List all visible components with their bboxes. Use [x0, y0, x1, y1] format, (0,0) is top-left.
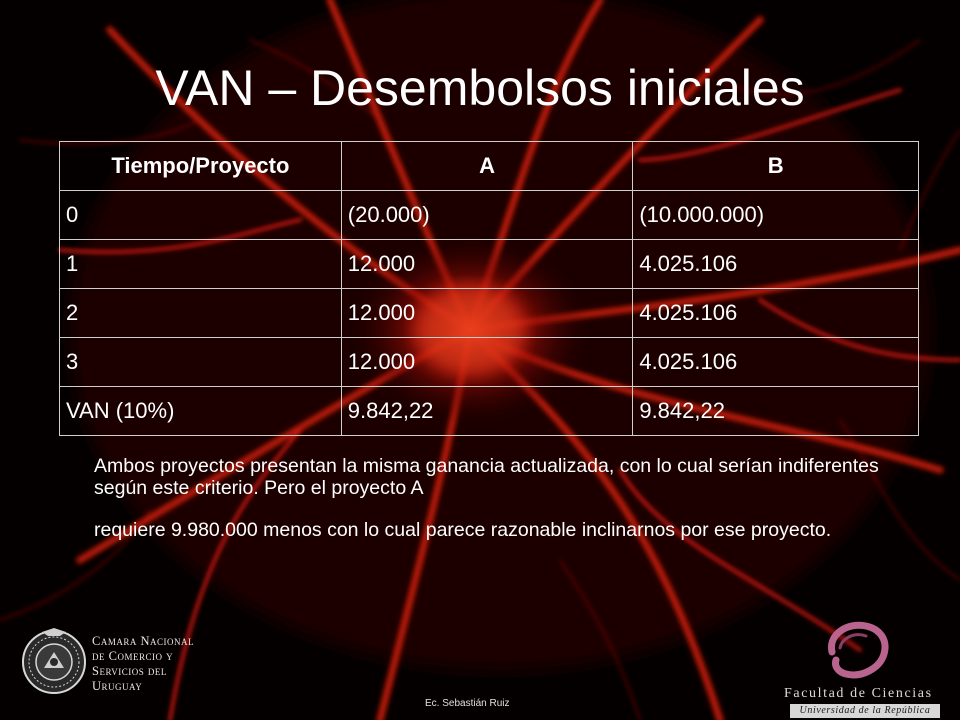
table-row-van [60, 387, 919, 436]
project-b-cell: 4.025.106 [633, 338, 919, 387]
faculty-name: Facultad de Ciencias [784, 686, 933, 701]
table-row [60, 191, 919, 240]
faculty-ring-icon [818, 618, 894, 682]
project-b-cell: 9.842,22 [633, 387, 919, 436]
author-credit: Ec. Sebastián Ruiz [425, 698, 510, 709]
chamber-line: Servicios del [92, 664, 167, 678]
conclusion-note [94, 455, 914, 543]
chamber-emblem-icon [20, 628, 88, 696]
project-a-cell: (20.000) [341, 191, 633, 240]
project-b-cell: (10.000.000) [633, 191, 919, 240]
column-header-project-a: A [341, 142, 633, 191]
period-cell: 3 [60, 338, 342, 387]
project-b-cell: 4.025.106 [633, 240, 919, 289]
table-row [60, 338, 919, 387]
chamber-line: de Comercio y [92, 649, 174, 663]
column-header-project-b: B [633, 142, 919, 191]
slide-title: VAN – Desembolsos iniciales [155, 60, 805, 116]
period-cell: VAN (10%) [60, 387, 342, 436]
period-cell: 0 [60, 191, 342, 240]
period-cell: 1 [60, 240, 342, 289]
cash-flow-table [59, 141, 919, 436]
chamber-line: Camara Nacional [92, 634, 194, 648]
note-paragraph-1: Ambos proyectos presentan la misma ganancia actualizada, con lo cual serían indiferentes según este criterio. Pero el proyecto A [94, 455, 879, 499]
faculty-university: Universidad de la República [790, 704, 940, 718]
project-a-cell: 12.000 [341, 289, 633, 338]
table-header-row [60, 142, 919, 191]
column-header-period: Tiempo/Proyecto [60, 142, 342, 191]
chamber-name [92, 634, 194, 694]
table-row [60, 240, 919, 289]
project-a-cell: 9.842,22 [341, 387, 633, 436]
table-row [60, 289, 919, 338]
project-a-cell: 12.000 [341, 240, 633, 289]
chamber-line: Uruguay [92, 679, 143, 693]
period-cell: 2 [60, 289, 342, 338]
note-paragraph-2: requiere 9.980.000 menos con lo cual parece razonable inclinarnos por ese proyecto. [94, 519, 832, 541]
project-b-cell: 4.025.106 [633, 289, 919, 338]
project-a-cell: 12.000 [341, 338, 633, 387]
